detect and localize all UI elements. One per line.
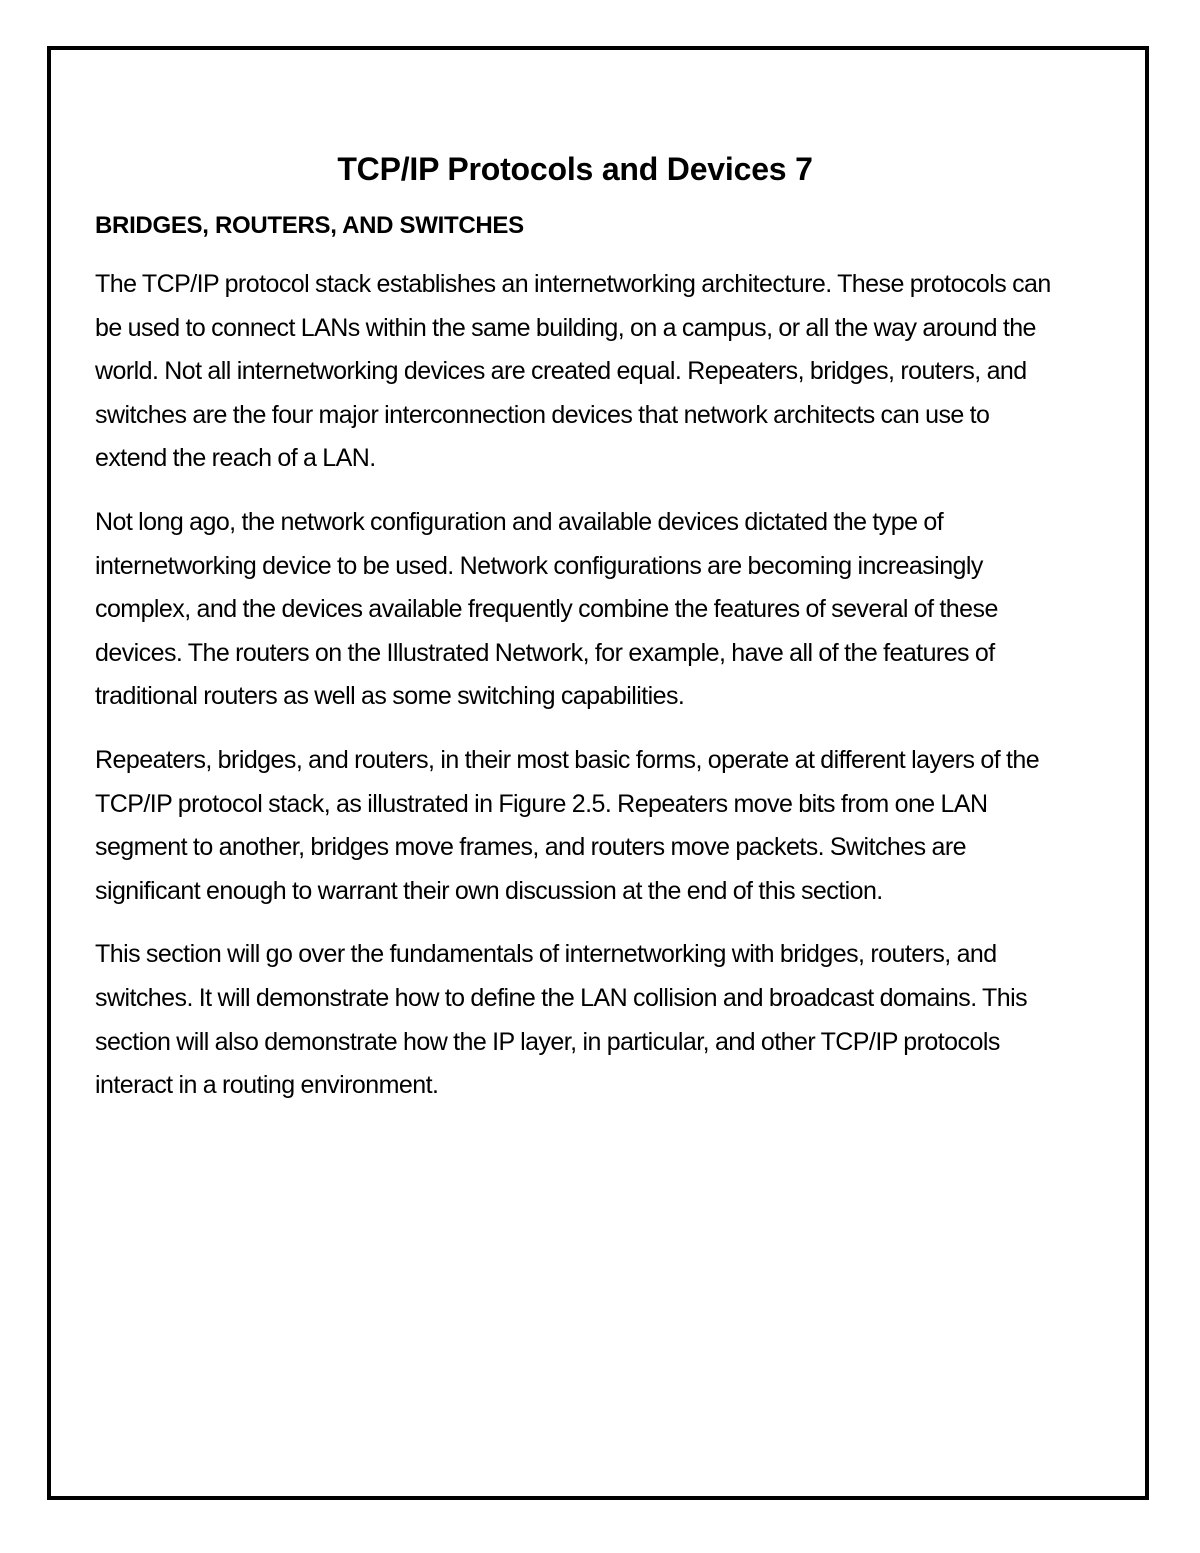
document-body	[95, 104, 1055, 1108]
paragraph-1: The TCP/IP protocol stack establishes an internetworking architecture. These protocols can be used to connect LANs within the same building, on a campus, or all the way around the world. Not all internetworking devices are created equal. Repeaters, bridges, routers, and switches are the four major interconnection devices that network architects can use to extend the reach of a LAN.	[95, 270, 1051, 473]
paragraph-2: Not long ago, the network configuration and available devices dictated the type of internetworking device to be used. Network configurations are becoming increasingly complex, and the devices available frequently combine the features of several of these devices. The routers on the Illustrated Network, for example, have all of the features of traditional routers as well as some switching capabilities.	[95, 507, 998, 711]
paragraph-3: Repeaters, bridges, and routers, in their most basic forms, operate at different layers of the TCP/IP protocol stack, as illustrated in Figure 2.5. Repeaters move bits from one LAN segment to another, bridges move frames, and routers move packets. Switches are significant enough to warrant their own discussion at the end of this section.	[95, 745, 1040, 905]
page-title: TCP/IP Protocols and Devices 7	[337, 151, 813, 187]
section-heading: BRIDGES, ROUTERS, AND SWITCHES	[95, 212, 524, 239]
paragraph-4: This section will go over the fundamentals of internetworking with bridges, routers, and switches. It will demonstrate how to define the LAN collision and broadcast domains. This section will also demonstrate how the IP layer, in particular, and other TCP/IP protocols interact in a routing environment.	[95, 940, 1028, 1100]
